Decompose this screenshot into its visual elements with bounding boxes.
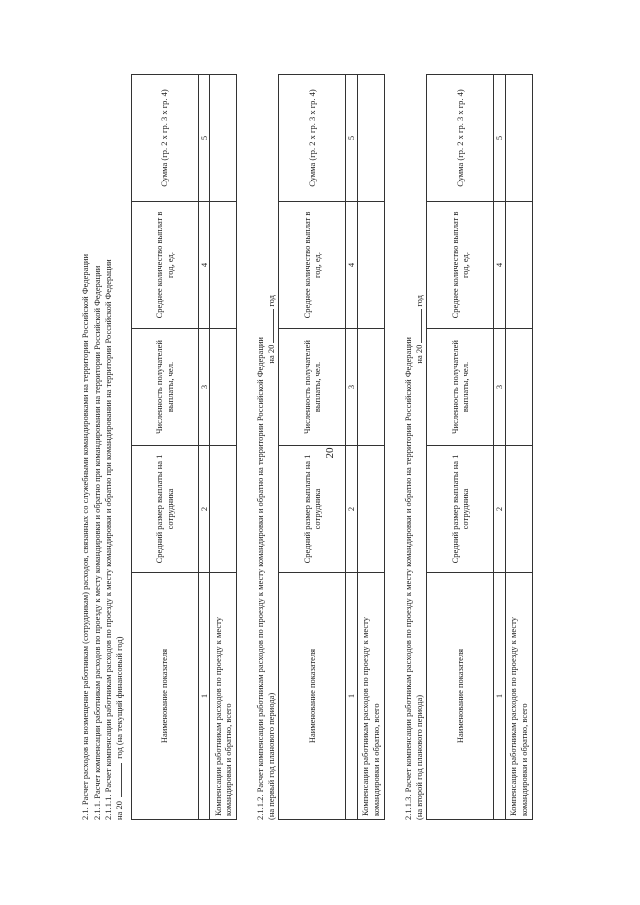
col-number-5: 5: [198, 75, 210, 202]
col-number-1: 1: [346, 573, 358, 820]
table-second-plan-year: [426, 74, 533, 820]
cell-empty: [505, 202, 532, 329]
col-number-1: 1: [494, 573, 506, 820]
cell-empty: [210, 202, 237, 329]
header-sum: Сумма (гр. 2 x гр. 3 x гр. 4): [427, 75, 494, 202]
col-number-3: 3: [346, 329, 358, 446]
year-blank: [121, 763, 122, 797]
header-sum: Сумма (гр. 2 x гр. 3 x гр. 4): [279, 75, 346, 202]
col-number-4: 4: [494, 202, 506, 329]
cell-empty: [358, 329, 385, 446]
cell-empty: [210, 75, 237, 202]
col-number-5: 5: [346, 75, 358, 202]
cell-empty: [358, 75, 385, 202]
header-indicator-name: Наименование показателя: [131, 573, 198, 820]
table-header-row: [427, 75, 494, 820]
header-avg-count: Среднее количество выплат в год, ед.: [131, 202, 198, 329]
document-content: [80, 89, 529, 820]
col-number-2: 2: [198, 446, 210, 573]
table-number-row: [198, 75, 210, 820]
section2-year: на 20год: [265, 295, 276, 364]
heading-2-1: 2.1. Расчет расходов на возмещение работникам (сотрудникам) расходов, связанных со служебными командировками на территории Российской Федерации: [80, 254, 90, 820]
section3-title: 2.1.1.3. Расчет компенсации работникам расходов по проезду к месту командировки и обратно на территории Российской Федерации: [403, 337, 413, 820]
table-first-plan-year: [278, 74, 385, 820]
table-current-year: [131, 74, 238, 820]
row-label: Компенсации работникам расходов по проезду к месту командировки и обратно, всего: [210, 573, 237, 820]
table-number-row: [494, 75, 506, 820]
year-prefix: на 20: [113, 801, 124, 820]
col-number-5: 5: [494, 75, 506, 202]
col-number-3: 3: [494, 329, 506, 446]
section2-title: 2.1.1.2. Расчет компенсации работникам расходов по проезду к месту командировки и обратно на территории Российской Федерации: [255, 337, 266, 820]
header-indicator-name: Наименование показателя: [427, 573, 494, 820]
cell-empty: [210, 446, 237, 573]
year-line-current: [114, 100, 125, 820]
section2-note: (на первый год планового периода): [265, 692, 276, 820]
header-avg-payment: Средний размер выплаты на 1 сотрудника: [279, 446, 346, 573]
cell-empty: [505, 329, 532, 446]
table-header-row: [131, 75, 198, 820]
row-label: Компенсации работникам расходов по проезду к месту командировки и обратно, всего: [505, 573, 532, 820]
col-number-4: 4: [198, 202, 210, 329]
header-avg-count: Среднее количество выплат в год, ед.: [427, 202, 494, 329]
table-row: [505, 75, 532, 820]
cell-empty: [358, 202, 385, 329]
table-row: [210, 75, 237, 820]
heading-2-1-1: 2.1.1. Расчет компенсации работникам расходов по проезду к месту командировки и обратно при командировании на территории Российской Федерации: [91, 265, 102, 820]
header-avg-count: Среднее количество выплат в год, ед.: [279, 202, 346, 329]
col-number-4: 4: [346, 202, 358, 329]
cell-empty: [505, 75, 532, 202]
header-avg-payment: Средний размер выплаты на 1 сотрудника: [131, 446, 198, 573]
table-row: [358, 75, 385, 820]
table-number-row: [346, 75, 358, 820]
header-recipients: Численность получателей выплаты, чел.: [279, 329, 346, 446]
header-indicator-name: Наименование показателя: [279, 573, 346, 820]
header-recipients: Численность получателей выплаты, чел.: [131, 329, 198, 446]
row-label: Компенсации работникам расходов по проезду к месту командировки и обратно, всего: [358, 573, 385, 820]
page-number: 20: [324, 447, 336, 459]
col-number-3: 3: [198, 329, 210, 446]
year-suffix: год (на текущий финансовый год): [113, 636, 124, 759]
heading-2-1-1-1: 2.1.1.1. Расчет компенсации работникам расходов по проезду к месту командировки и обратно при командировании на территории Российской Федерации: [103, 259, 114, 820]
cell-empty: [358, 446, 385, 573]
section3-note: (на второй год планового периода): [413, 694, 424, 820]
col-number-1: 1: [198, 573, 210, 820]
header-recipients: Численность получателей выплаты, чел.: [427, 329, 494, 446]
col-number-2: 2: [346, 446, 358, 573]
table-header-row: [279, 75, 346, 820]
cell-empty: [505, 446, 532, 573]
cell-empty: [210, 329, 237, 446]
section3-year: на 20год: [413, 295, 424, 364]
header-sum: Сумма (гр. 2 x гр. 3 x гр. 4): [131, 75, 198, 202]
col-number-2: 2: [494, 446, 506, 573]
header-avg-payment: Средний размер выплаты на 1 сотрудника: [427, 446, 494, 573]
